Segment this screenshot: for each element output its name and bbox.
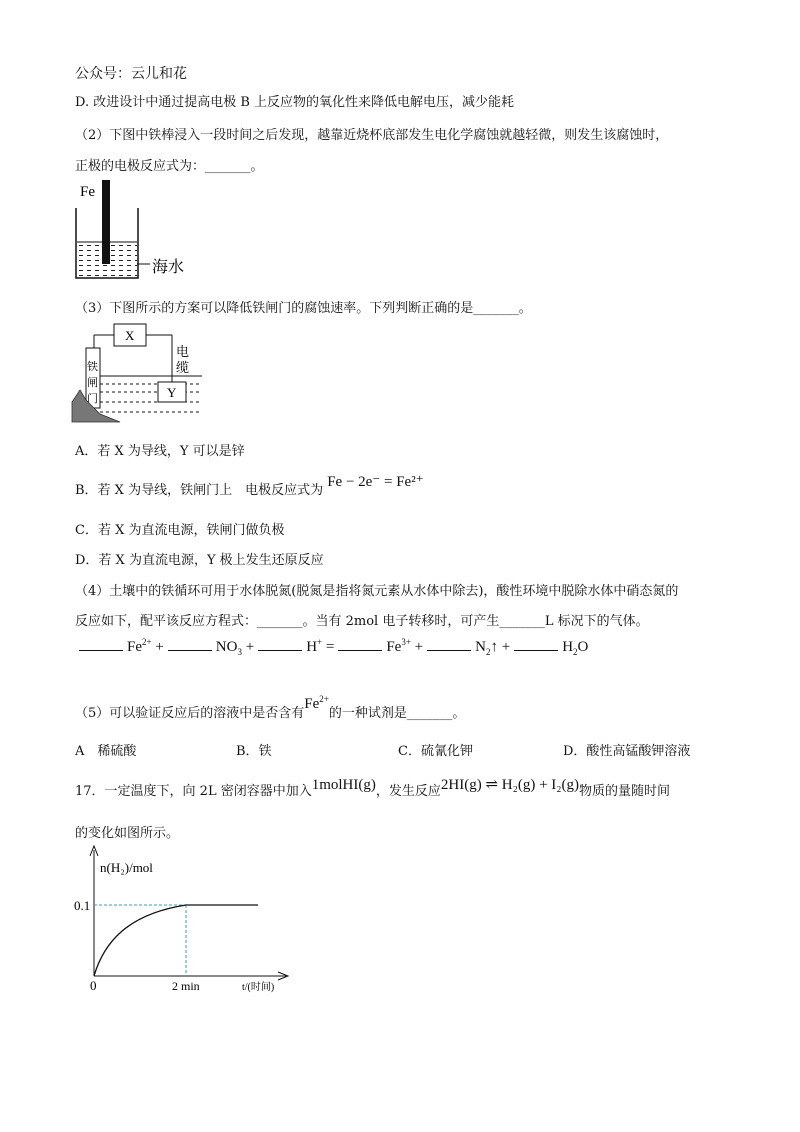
q16-part3-option-d: D．若 X 为直流电源，Y 极上发生还原反应 bbox=[75, 553, 324, 568]
q17-stem-line1: 17．一定温度下，向 2L 密闭容器中加入1molHI(g)，发生反应2HI(g) ⇌ H₂(g) + I₂(g)物质的量随时间 bbox=[75, 777, 671, 799]
svg-text:闸: 闸 bbox=[87, 377, 98, 389]
q16-part3-option-c: C．若 X 为直流电源，铁闸门做负极 bbox=[75, 523, 285, 538]
q16-part5-option-d: D．酸性高锰酸钾溶液 bbox=[563, 744, 691, 759]
x-axis-label: t/(时间) bbox=[242, 982, 275, 993]
q16-part4-line1: （4）土壤中的铁循环可用于水体脱氮(脱氮是指将氮元素从水体中除去)，酸性环境中脱除水体中硝态氮的 bbox=[75, 584, 679, 599]
q16-option-d: D. 改进设计中通过提高电极 B 上反应物的氧化性来降低电解电压，减少能耗 bbox=[75, 95, 515, 110]
seawater-label: 海水 bbox=[152, 259, 185, 276]
reaction-equation: 2HI(g) ⇌ H₂(g) + I₂(g) bbox=[440, 777, 580, 793]
header-text: 公众号：云儿和花 bbox=[75, 66, 187, 82]
option-b-equation: Fe − 2e⁻ = Fe²⁺ bbox=[327, 474, 424, 490]
svg-text:门: 门 bbox=[87, 393, 98, 405]
q16-part2-line1: （2）下图中铁棒浸入一段时间之后发现，越靠近烧杯底部发生电化学腐蚀就越轻微，则发生该腐蚀时， bbox=[75, 128, 669, 143]
q17-stem-line2: 的变化如图所示。 bbox=[75, 826, 180, 841]
gate-figure bbox=[70, 318, 210, 428]
q16-part5-stem: （5）可以验证反应后的溶液中是否含有$Fe^{2+}$的一种试剂是_______。 bbox=[75, 694, 466, 721]
svg-text:Y: Y bbox=[167, 385, 177, 400]
fe-label: Fe bbox=[80, 184, 95, 200]
q16-part5-option-c: C．硫氰化钾 bbox=[398, 744, 473, 759]
q16-part3-option-a: A．若 X 为导线，Y 可以是锌 bbox=[75, 444, 245, 459]
q16-part2-line2: 正极的电极反应式为：_______。 bbox=[75, 159, 264, 174]
y-tick-label: 0.1 bbox=[74, 898, 91, 913]
cable-label: 电 bbox=[176, 344, 190, 359]
beaker-figure bbox=[70, 178, 200, 282]
hi-amount: 1molHI(g) bbox=[311, 777, 376, 793]
q16-part4-line2: 反应如下，配平该反应方程式：_______。当有 2mol 电子转移时，可产生_______L 标况下的气体。 bbox=[75, 614, 649, 629]
x-tick-label: 2 min bbox=[172, 979, 200, 993]
svg-text:X: X bbox=[125, 328, 135, 343]
q16-part5-option-a: A 稀硫酸 bbox=[75, 744, 137, 759]
iron-rod bbox=[102, 180, 110, 264]
svg-text:缆: 缆 bbox=[176, 360, 190, 375]
h2-amount-graph bbox=[70, 842, 310, 996]
y-axis-label: n(H₂)/mol bbox=[100, 860, 153, 875]
svg-text:铁: 铁 bbox=[87, 361, 98, 373]
q16-part5-option-b: B．铁 bbox=[236, 744, 272, 759]
balance-equation: $Fe^{2+} + NO_3 + H^+ = Fe^{3+}$ + $N_2↑ + H_2O$ bbox=[75, 637, 588, 657]
h2-curve bbox=[94, 905, 186, 976]
q16-part3-option-b: B．若 X 为导线，铁闸门上 电极反应式为 Fe − 2e⁻ = Fe²⁺ bbox=[75, 474, 424, 498]
q16-part3-stem: （3）下图所示的方案可以降低铁闸门的腐蚀速率。下列判断正确的是_______。 bbox=[75, 301, 532, 316]
origin-label: 0 bbox=[90, 978, 97, 993]
